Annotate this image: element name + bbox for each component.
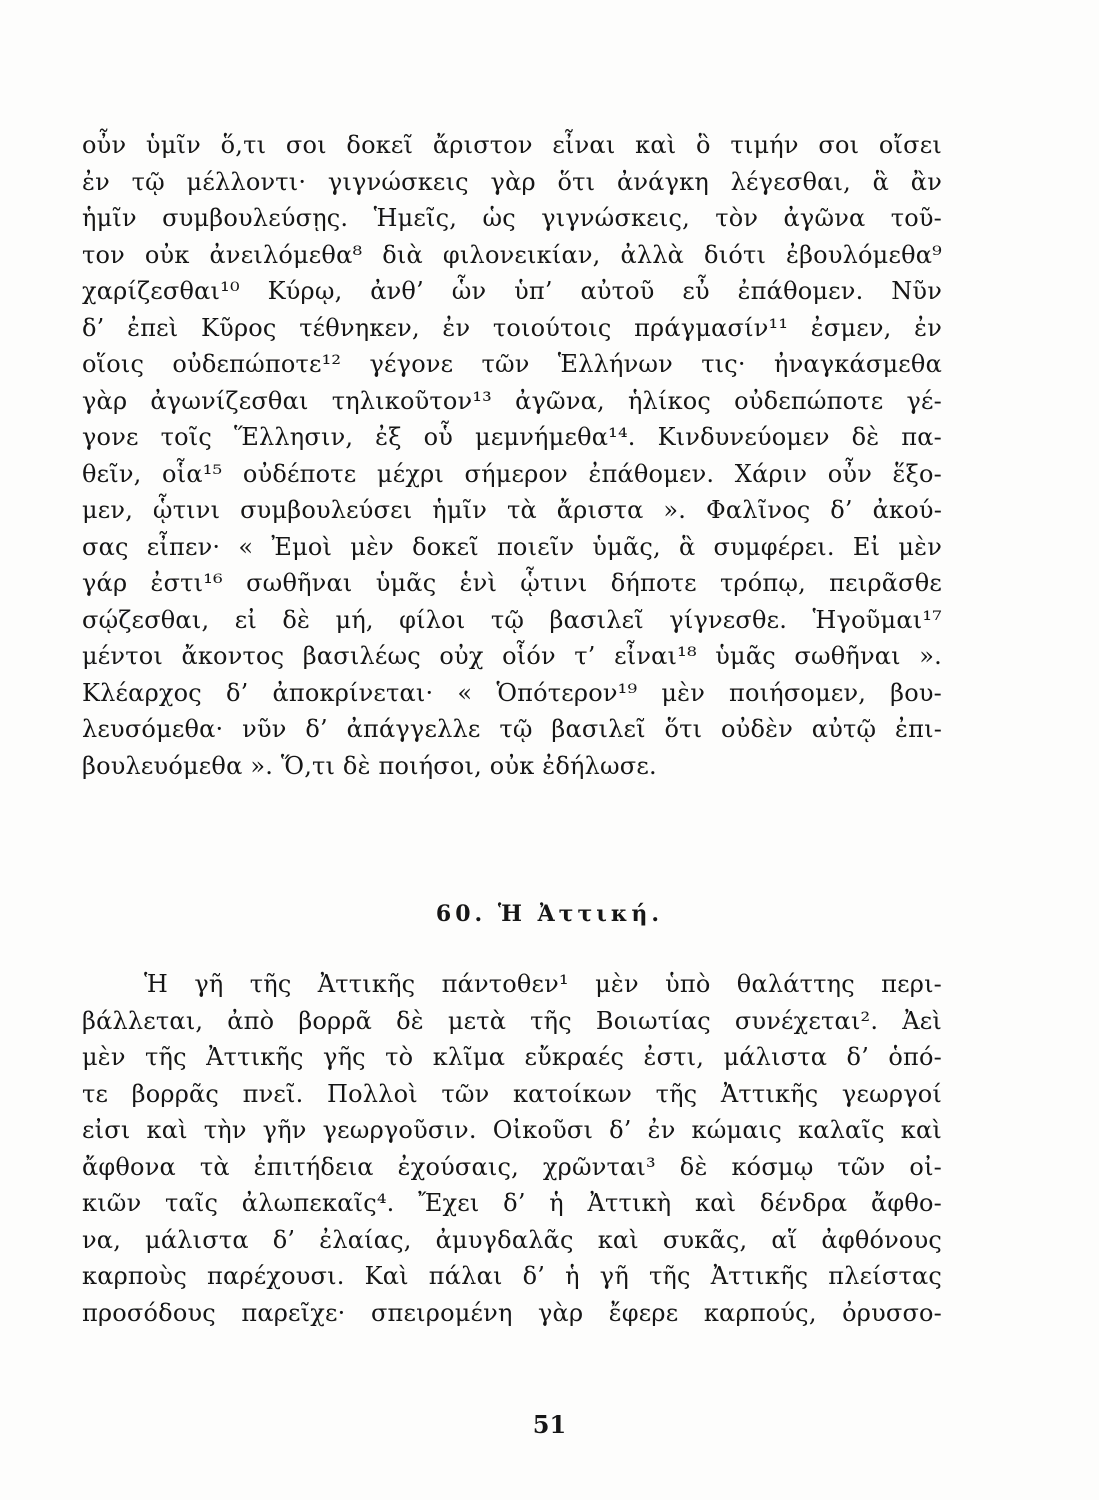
text-line: θεῖν, οἷα¹⁵ οὐδέποτε μέχρι σήμερον ἐπάθομεν. Χάριν οὖν ἕξο- [82, 459, 942, 488]
text-line: καρποὺς παρέχουσι. Καὶ πάλαι δ’ ἡ γῆ τῆς Ἀττικῆς πλείστας [82, 1262, 942, 1290]
text-line: προσόδους παρεῖχε· σπειρομένη γὰρ ἔφερε καρπούς, ὀρυσσο- [82, 1298, 942, 1327]
text-line: τον οὐκ ἀνειλόμεθα⁸ διὰ φιλονεικίαν, ἀλλὰ διότι ἐβουλόμεθα⁹ [82, 240, 942, 269]
text-line: ἄφθονα τὰ ἐπιτήδεια ἐχούσαις, χρῶνται³ δὲ κόσμῳ τῶν οἰ- [82, 1152, 942, 1181]
text-line: τε βορρᾶς πνεῖ. Πολλοὶ τῶν κατοίκων τῆς Ἀττικῆς γεωργοί [82, 1079, 942, 1108]
text-line: σῴζεσθαι, εἰ δὲ μή, φίλοι τῷ βασιλεῖ γίγνεσθε. Ἡγοῦμαι¹⁷ [82, 605, 942, 634]
paragraph-continued [82, 127, 942, 784]
paragraph-attica [82, 966, 942, 1331]
text-line: Κλέαρχος δ’ ἀποκρίνεται· « Ὁπότερον¹⁹ μὲν ποιήσομεν, βου- [82, 678, 942, 707]
text-line: οἵοις οὐδεπώποτε¹² γέγονε τῶν Ἑλλήνων τις· ἠναγκάσμεθα [82, 350, 942, 378]
text-line: εἰσι καὶ τὴν γῆν γεωργοῦσιν. Οἰκοῦσι δ’ ἐν κώμαις καλαῖς καὶ [82, 1116, 942, 1144]
text-line: να, μάλιστα δ’ ἐλαίας, ἀμυγδαλᾶς καὶ συκᾶς, αἵ ἀφθόνους [82, 1225, 942, 1254]
text-line: γὰρ ἀγωνίζεσθαι τηλικοῦτον¹³ ἀγῶνα, ἡλίκος οὐδεπώποτε γέ- [82, 386, 942, 415]
text-line: μέντοι ἄκοντος βασιλέως οὐχ οἷόν τ’ εἶναι¹⁸ ὑμᾶς σωθῆναι ». [82, 642, 942, 670]
text-line: λευσόμεθα· νῦν δ’ ἀπάγγελλε τῷ βασιλεῖ ὅτι οὐδὲν αὐτῷ ἐπι- [82, 715, 942, 743]
text-line: ἐν τῷ μέλλοντι· γιγνώσκεις γὰρ ὅτι ἀνάγκη λέγεσθαι, ἃ ἂν [82, 167, 942, 196]
text-line: μὲν τῆς Ἀττικῆς γῆς τὸ κλῖμα εὔκραές ἐστι, μάλιστα δ’ ὁπό- [82, 1043, 942, 1071]
text-line: κιῶν ταῖς ἀλωπεκαῖς⁴. Ἔχει δ’ ἡ Ἀττικὴ καὶ δένδρα ἄφθο- [82, 1189, 942, 1217]
text-line: βάλλεται, ἀπὸ βορρᾶ δὲ μετὰ τῆς Βοιωτίας συνέχεται². Ἀεὶ [82, 1006, 942, 1035]
text-line: ἡμῖν συμβουλεύσῃς. Ἡμεῖς, ὡς γιγνώσκεις, τὸν ἀγῶνα τοῦ- [82, 204, 942, 232]
text-line: μεν, ᾧτινι συμβουλεύσει ἡμῖν τὰ ἄριστα ». Φαλῖνος δ’ ἀκού- [82, 496, 942, 524]
text-line: Ἡ γῆ τῆς Ἀττικῆς πάντοθεν¹ μὲν ὑπὸ θαλάττης περι- [144, 970, 942, 998]
text-line: σας εἶπεν· « Ἐμοὶ μὲν δοκεῖ ποιεῖν ὑμᾶς, ἃ συμφέρει. Εἰ μὲν [82, 532, 942, 561]
text-line: βουλευόμεθα ». Ὅ,τι δὲ ποιήσοι, οὐκ ἐδήλωσε. [82, 751, 657, 780]
text-line: οὖν ὑμῖν ὅ,τι σοι δοκεῖ ἄριστον εἶναι καὶ ὃ τιμήν σοι οἴσει [82, 131, 942, 159]
text-line: γονε τοῖς Ἕλλησιν, ἐξ οὗ μεμνήμεθα¹⁴. Κινδυνεύομεν δὲ πα- [82, 423, 942, 451]
text-line: δ’ ἐπεὶ Κῦρος τέθνηκεν, ἐν τοιούτοις πράγμασίν¹¹ ἐσμεν, ἐν [82, 313, 942, 342]
page-number: 51 [532, 1410, 567, 1439]
text-line: χαρίζεσθαι¹⁰ Κύρῳ, ἀνθ’ ὧν ὑπ’ αὐτοῦ εὖ ἐπάθομεν. Νῦν [82, 277, 942, 305]
text-line: γάρ ἐστι¹⁶ σωθῆναι ὑμᾶς ἑνὶ ᾧτινι δήποτε τρόπῳ, πειρᾶσθε [82, 569, 942, 597]
section-heading: 60. Ἡ Ἀττική. [435, 901, 664, 927]
